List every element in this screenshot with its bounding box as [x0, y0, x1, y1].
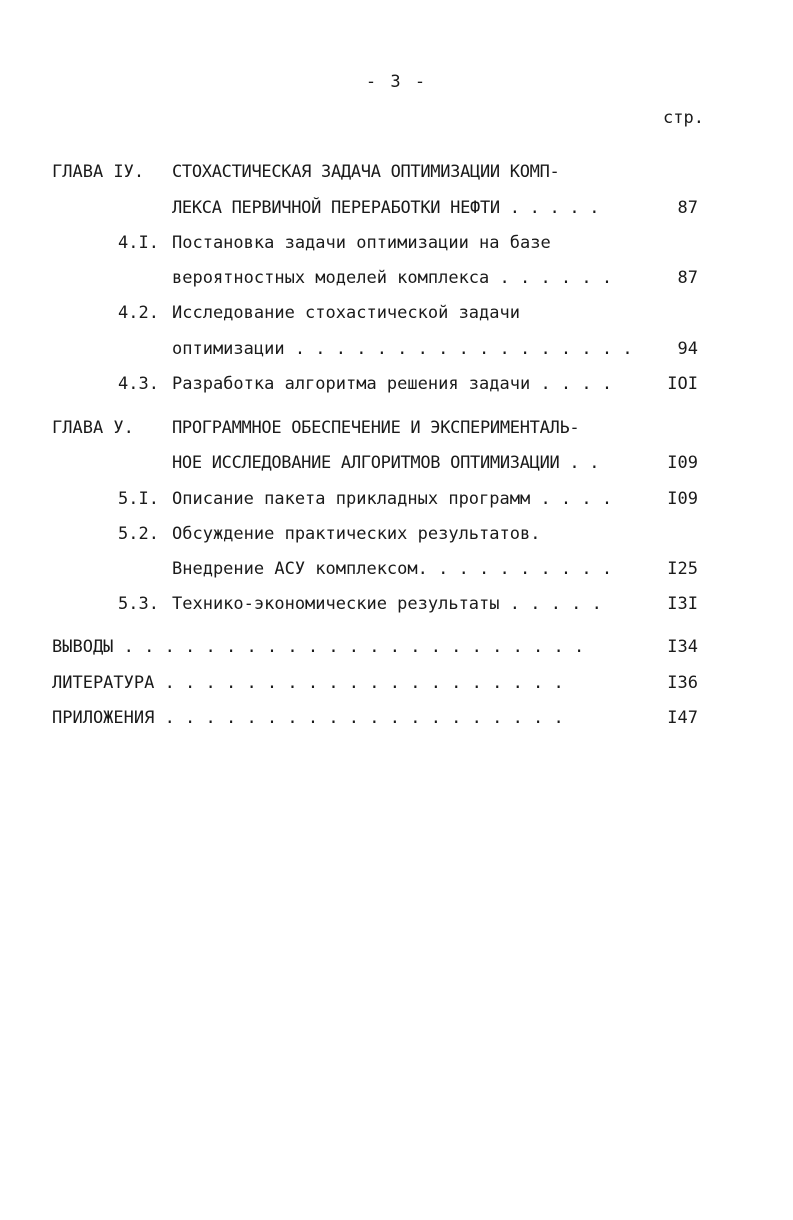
- section-4-3-page: IOI: [667, 374, 698, 394]
- section-5-1-title: Описание пакета прикладных программ . . . .: [172, 489, 613, 509]
- chapter-5-page: I09: [667, 453, 698, 473]
- section-4-3-number: 4.3.: [118, 374, 159, 394]
- appendices-page: I47: [667, 708, 698, 728]
- literature-page: I36: [667, 673, 698, 693]
- conclusions-page: I34: [667, 637, 698, 657]
- conclusions-entry: ВЫВОДЫ . . . . . . . . . . . . . . . . . . . . . . .: [52, 637, 585, 657]
- section-4-2-title-line-2: оптимизации . . . . . . . . . . . . . . . . .: [172, 339, 633, 359]
- section-4-1-number: 4.I.: [118, 233, 159, 253]
- appendices-entry: ПРИЛОЖЕНИЯ . . . . . . . . . . . . . . . . . . . .: [52, 708, 564, 728]
- chapter-4-label: ГЛАВА IУ.: [52, 162, 145, 182]
- chapter-5-title-line-1: ПРОГРАММНОЕ ОБЕСПЕЧЕНИЕ И ЭКСПЕРИМЕНТАЛЬ-: [172, 418, 580, 438]
- section-5-2-title-line-1: Обсуждение практических результатов.: [172, 524, 541, 544]
- chapter-4-title-line-1: СТОХАСТИЧЕСКАЯ ЗАДАЧА ОПТИМИЗАЦИИ КОМП-: [172, 162, 560, 182]
- page-number: - 3 -: [365, 72, 428, 92]
- section-5-3-page: I3I: [667, 594, 698, 614]
- section-4-2-title-line-1: Исследование стохастической задачи: [172, 303, 520, 323]
- section-5-2-page: I25: [667, 559, 698, 579]
- section-5-3-number: 5.3.: [118, 594, 159, 614]
- page-column-label: стр.: [663, 108, 704, 128]
- section-5-2-title-line-2: Внедрение АСУ комплексом. . . . . . . . . .: [172, 559, 613, 579]
- section-5-1-number: 5.I.: [118, 489, 159, 509]
- chapter-4-page: 87: [677, 198, 698, 218]
- section-5-3-title: Технико-экономические результаты . . . . .: [172, 594, 602, 614]
- chapter-5-label: ГЛАВА У.: [52, 418, 134, 438]
- chapter-5-title-line-2: НОЕ ИССЛЕДОВАНИЕ АЛГОРИТМОВ ОПТИМИЗАЦИИ . .: [172, 453, 600, 473]
- section-5-2-number: 5.2.: [118, 524, 159, 544]
- chapter-4-title-line-2: ЛЕКСА ПЕРВИЧНОЙ ПЕРЕРАБОТКИ НЕФТИ . . . . .: [172, 198, 600, 218]
- section-5-1-page: I09: [667, 489, 698, 509]
- section-4-1-title-line-1: Постановка задачи оптимизации на базе: [172, 233, 551, 253]
- literature-entry: ЛИТЕРАТУРА . . . . . . . . . . . . . . . . . . . .: [52, 673, 564, 693]
- section-4-2-number: 4.2.: [118, 303, 159, 323]
- section-4-1-title-line-2: вероятностных моделей комплекса . . . . . .: [172, 268, 613, 288]
- section-4-3-title: Разработка алгоритма решения задачи . . . .: [172, 374, 613, 394]
- section-4-1-page: 87: [677, 268, 698, 288]
- section-4-2-page: 94: [677, 339, 698, 359]
